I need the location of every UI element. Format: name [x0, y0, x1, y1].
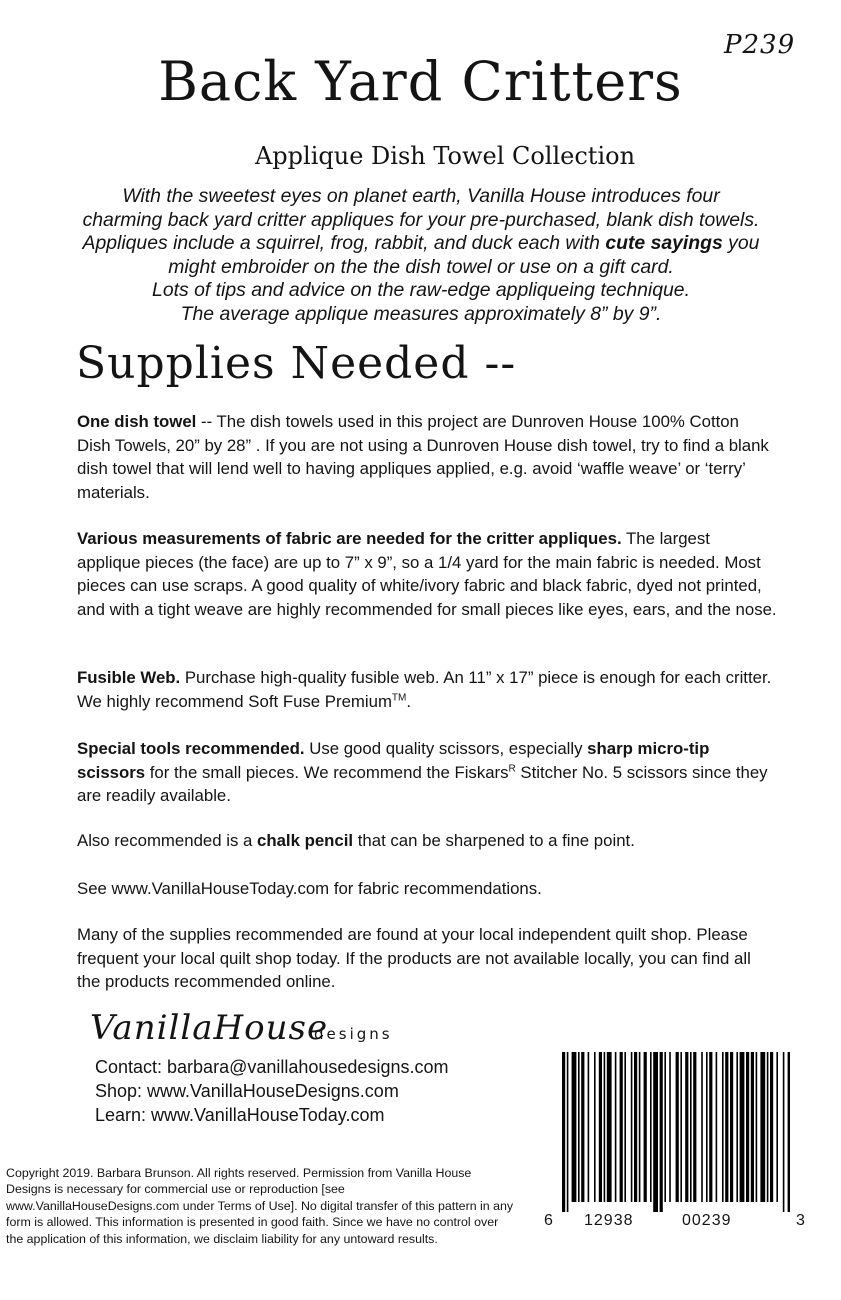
barcode-bar: [615, 1052, 617, 1202]
barcode-bar: [624, 1052, 626, 1202]
barcode-bar: [690, 1052, 692, 1202]
towel-paragraph: One dish towel -- The dish towels used in this project are Dunroven House 100% Cotton Dish Towels, 20” by 28” . If you are not using a Dunroven House dish towel, try to find a blank dish towel that will lend well to having appliques applied, e.g. avoid ‘waffle weave’ or ‘terry’ materials.: [77, 412, 769, 502]
barcode-bar: [783, 1052, 785, 1212]
barcode-bar: [644, 1052, 647, 1202]
barcode-bar: [770, 1052, 773, 1202]
supplies-heading: Supplies Needed --: [76, 338, 517, 389]
upc-barcode: [560, 1052, 790, 1212]
intro-line: Appliques include a squirrel, frog, rabbit, and duck each with cute sayings you: [82, 232, 760, 254]
barcode-bar: [776, 1052, 778, 1202]
barcode-digits-left: 12938: [584, 1212, 634, 1229]
barcode-bar: [653, 1052, 658, 1212]
barcode-bar: [760, 1052, 765, 1202]
barcode-bar: [588, 1052, 590, 1202]
vanilla-house-logo: VanillaHouse: [90, 1008, 329, 1048]
barcode-digit-last: 3: [796, 1212, 805, 1229]
barcode-bar: [730, 1052, 733, 1202]
barcode-bar: [725, 1052, 728, 1202]
barcode-bar: [788, 1052, 790, 1212]
barcode-bar: [722, 1052, 724, 1202]
barcode-bar: [631, 1052, 633, 1202]
barcode-digits-right: 00239: [682, 1212, 732, 1229]
barcode-bar: [607, 1052, 612, 1202]
contact-shop: Shop: www.VanillaHouseDesigns.com: [95, 1081, 399, 1101]
barcode-bar: [736, 1052, 738, 1202]
intro-line: The average applique measures approximately 8” by 9”.: [180, 302, 662, 325]
barcode-bar: [620, 1052, 623, 1202]
contact-email: Contact: barbara@vanillahousedesigns.com: [95, 1057, 449, 1077]
barcode-bar: [767, 1052, 769, 1202]
fabric-paragraph: Various measurements of fabric are needed for the critter appliques. The largest applique pieces (the face) are up to 7” x 9”, so a 1/4 yard for the main fabric is needed. Most pieces can use scraps. A good quality of white/ivory fabric and black fabric, dyed not printed, and with a tight weave are highly recommended for small pieces like eyes, ears, and the nose.: [77, 529, 777, 619]
barcode-bar: [604, 1052, 606, 1202]
barcode-digit-first: 6: [544, 1212, 553, 1229]
logo-subtext: designs: [314, 1025, 393, 1043]
barcode-bar: [639, 1052, 641, 1202]
fusible-web-paragraph: Fusible Web. Purchase high-quality fusible web. An 11” x 17” piece is enough for each critter. We highly recommend Soft Fuse Premium™.: [77, 668, 772, 711]
barcode-bar: [751, 1052, 754, 1202]
barcode-bar: [562, 1052, 565, 1212]
barcode-bar: [581, 1052, 584, 1202]
website-paragraph: See www.VanillaHouseToday.com for fabric recommendations.: [77, 879, 542, 898]
barcode-bar: [693, 1052, 696, 1202]
barcode-bar: [740, 1052, 745, 1202]
barcode-bar: [664, 1052, 666, 1202]
intro-text: [30, 185, 812, 326]
pattern-code: P239: [724, 30, 796, 60]
cute-sayings-emphasis: cute sayings: [605, 232, 723, 254]
barcode-bar: [594, 1052, 596, 1202]
barcode-bar: [701, 1052, 703, 1202]
barcode-bar: [709, 1052, 712, 1202]
intro-line: With the sweetest eyes on planet earth, Vanilla House introduces four: [122, 185, 720, 207]
shop-paragraph: Many of the supplies recommended are found at your local independent quilt shop. Please frequent your local quilt shop today. If the products are not available locally, you can find all the products recommended online.: [77, 925, 751, 991]
intro-line: Lots of tips and advice on the raw-edge appliqueing technique.: [152, 279, 690, 301]
chalk-paragraph: Also recommended is a chalk pencil that can be sharpened to a fine point.: [77, 831, 635, 850]
contact-learn: Learn: www.VanillaHouseToday.com: [95, 1105, 385, 1125]
barcode-bar: [756, 1052, 758, 1202]
tools-paragraph: Special tools recommended. Use good quality scissors, especially sharp micro-tip scissors for the small pieces. We recommend the Fiskars$^R$ Stitcher No. 5 scissors since they are readily available.: [77, 739, 768, 805]
barcode-bar: [716, 1052, 718, 1202]
barcode-bar: [634, 1052, 637, 1202]
barcode-bar: [746, 1052, 749, 1202]
page-title: Back Yard Critters: [158, 50, 683, 113]
intro-line: might embroider on the the dish towel or use on a gift card.: [168, 255, 674, 278]
barcode-bar: [676, 1052, 679, 1202]
copyright-notice: Copyright 2019. Barbara Brunson. All rights reserved. Permission from Vanilla House Designs is necessary for commercial use or reproduction [see www.VanillaHouseDesigns.com under Terms of Use]. No digital transfer of this pattern in any form is allowed. This information is presented in good faith. Since we have no control over the application of this information, we disclaim liability for any untoward results.: [6, 1166, 514, 1246]
barcode-bar: [578, 1052, 580, 1202]
barcode-bar: [572, 1052, 577, 1202]
barcode-bar: [660, 1052, 663, 1212]
barcode-bar: [567, 1052, 569, 1212]
barcode-bar: [680, 1052, 682, 1202]
barcode-bar: [685, 1052, 688, 1202]
barcode-bar: [650, 1052, 652, 1202]
page-subtitle: Applique Dish Towel Collection: [254, 142, 636, 170]
barcode-bar: [599, 1052, 602, 1202]
barcode-bar: [706, 1052, 708, 1202]
barcode-bar: [669, 1052, 671, 1202]
intro-line: charming back yard critter appliques for your pre-purchased, blank dish towels.: [82, 208, 760, 231]
